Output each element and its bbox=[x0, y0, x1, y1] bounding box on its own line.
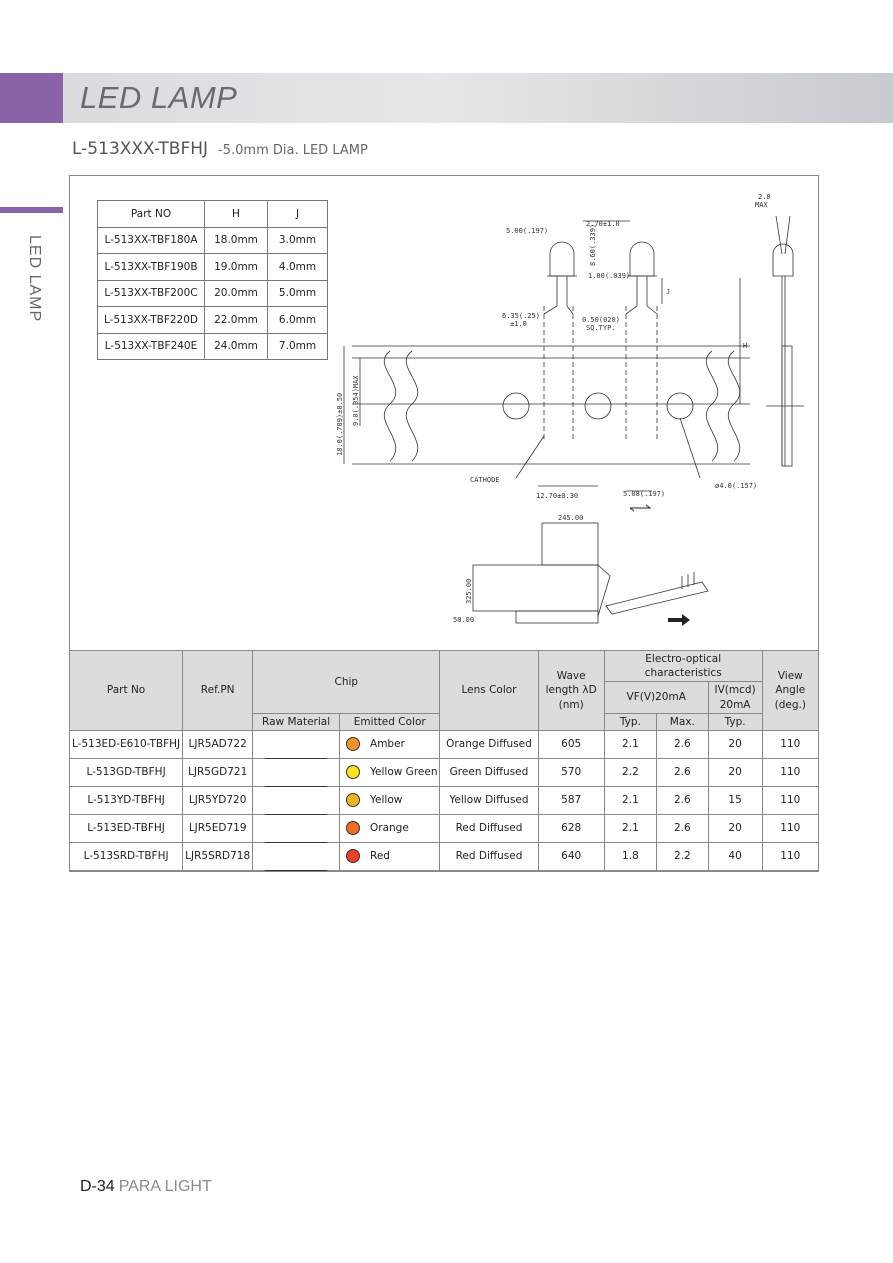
cell-part-no: L-513SRD-TBFHJ bbox=[70, 842, 183, 870]
lead-bend bbox=[626, 306, 637, 314]
subtitle-desc: -5.0mm Dia. LED LAMP bbox=[218, 143, 368, 158]
cell-vf-typ: 2.1 bbox=[604, 814, 656, 842]
tape-strip bbox=[606, 582, 708, 614]
dim-cell: 6.0mm bbox=[268, 307, 328, 334]
dim-label-j: J bbox=[666, 288, 671, 296]
cell-iv-typ: 20 bbox=[708, 730, 762, 758]
dim-label-max: MAX bbox=[755, 201, 768, 209]
dim-label-hole-dia: ø4.0(.157) bbox=[715, 482, 758, 490]
cell-lens-color: Red Diffused bbox=[440, 842, 538, 870]
header-wave: Wave length λD (nm) bbox=[538, 651, 604, 731]
cell-raw-material bbox=[253, 730, 340, 758]
dim-cell: L-513XX-TBF220D bbox=[98, 307, 205, 334]
table-row bbox=[98, 333, 328, 360]
dim-label-offset-tol: ±1.0 bbox=[510, 320, 527, 328]
header-part-no: Part No bbox=[70, 651, 183, 731]
emitted-color-label: Orange bbox=[370, 822, 409, 835]
header-emitted-color: Emitted Color bbox=[340, 713, 440, 730]
dim-label-h: H bbox=[743, 342, 748, 350]
cell-iv-typ: 20 bbox=[708, 814, 762, 842]
dim-cell: 5.0mm bbox=[268, 280, 328, 307]
cell-part-no: L-513GD-TBFHJ bbox=[70, 758, 183, 786]
header-ref-pn: Ref.PN bbox=[183, 651, 253, 731]
lead-bend bbox=[567, 306, 573, 314]
label-cathode: CATHODE bbox=[470, 476, 500, 484]
header-typ-1: Typ. bbox=[604, 713, 656, 730]
dimension-table bbox=[97, 200, 328, 360]
emitted-color-label: Yellow bbox=[370, 794, 403, 807]
cell-lens-color: Green Diffused bbox=[440, 758, 538, 786]
cell-ref-pn: LJR5ED719 bbox=[183, 814, 253, 842]
header-lens-color: Lens Color bbox=[440, 651, 538, 731]
color-dot-icon bbox=[346, 737, 360, 751]
carton-base bbox=[516, 611, 598, 623]
cell-vf-max: 2.6 bbox=[656, 730, 708, 758]
emitted-color-label: Yellow Green bbox=[370, 766, 438, 779]
table-row bbox=[98, 227, 328, 254]
table-row bbox=[70, 814, 819, 842]
cell-iv-typ: 40 bbox=[708, 842, 762, 870]
table-row bbox=[70, 758, 819, 786]
cell-ref-pn: LJR5SRD718 bbox=[183, 842, 253, 870]
cell-wavelength: 605 bbox=[538, 730, 604, 758]
dim-label-flange: 1.00(.039) bbox=[588, 272, 631, 280]
cell-emitted-color bbox=[340, 730, 440, 758]
cell-raw-material bbox=[253, 758, 340, 786]
hole-leader bbox=[680, 418, 700, 478]
table-row bbox=[70, 842, 819, 870]
dim-header-j: J bbox=[268, 201, 328, 228]
header-accent bbox=[0, 73, 63, 123]
technical-drawing bbox=[330, 186, 810, 636]
dim-label-box-h: 325.00 bbox=[465, 578, 473, 604]
dim-label-hole-offset: 5.08(.197) bbox=[623, 490, 666, 498]
dim-label-dia: 5.00(.197) bbox=[506, 227, 549, 235]
carton-body bbox=[473, 565, 598, 611]
dim-cell: 18.0mm bbox=[205, 227, 268, 254]
dim-cell: 24.0mm bbox=[205, 333, 268, 360]
cell-emitted-color bbox=[340, 758, 440, 786]
page-title: LED LAMP bbox=[80, 80, 238, 115]
cell-lens-color: Yellow Diffused bbox=[440, 786, 538, 814]
cell-ref-pn: LJR5AD722 bbox=[183, 730, 253, 758]
cell-wavelength: 628 bbox=[538, 814, 604, 842]
cell-view-angle: 110 bbox=[762, 842, 818, 870]
cell-ref-pn: LJR5YD720 bbox=[183, 786, 253, 814]
side-dim-line bbox=[785, 216, 790, 254]
header-iv: IV(mcd) 20mA bbox=[708, 682, 762, 713]
dim-cell: L-513XX-TBF190B bbox=[98, 254, 205, 281]
cell-part-no: L-513ED-E610-TBFHJ bbox=[70, 730, 183, 758]
cell-raw-material bbox=[253, 814, 340, 842]
cell-wavelength: 587 bbox=[538, 786, 604, 814]
dim-label-pitch-top: 2.70±1.0 bbox=[586, 220, 620, 228]
cell-wavelength: 640 bbox=[538, 842, 604, 870]
color-dot-icon bbox=[346, 849, 360, 863]
sprocket-hole bbox=[585, 393, 611, 419]
color-dot-icon bbox=[346, 821, 360, 835]
dim-label-tape-w2: 9.0(.354)MAX bbox=[352, 375, 360, 426]
cell-vf-typ: 1.8 bbox=[604, 842, 656, 870]
cell-emitted-color bbox=[340, 814, 440, 842]
dim-cell: 20.0mm bbox=[205, 280, 268, 307]
lead-bend bbox=[647, 306, 657, 314]
header-vf: VF(V)20mA bbox=[604, 682, 708, 713]
feed-arrow-icon bbox=[668, 614, 690, 626]
emitted-color-label: Red bbox=[370, 850, 390, 863]
header-raw-material: Raw Material bbox=[253, 713, 340, 730]
dim-label-offset: 6.35(.25) bbox=[502, 312, 540, 320]
side-dim-line bbox=[776, 216, 782, 254]
dim-header-h: H bbox=[205, 201, 268, 228]
cell-view-angle: 110 bbox=[762, 814, 818, 842]
dim-label-lead-sq2: SQ.TYP. bbox=[586, 324, 616, 332]
dim-label-lead-sq: 0.50(020) bbox=[582, 316, 620, 324]
led-body bbox=[550, 242, 574, 276]
side-label: LED LAMP bbox=[26, 235, 43, 323]
dim-label-lead-width: 2.0 bbox=[758, 193, 771, 201]
spec-table bbox=[69, 650, 819, 871]
cell-vf-max: 2.6 bbox=[656, 814, 708, 842]
table-row bbox=[98, 254, 328, 281]
cell-ref-pn: LJR5GD721 bbox=[183, 758, 253, 786]
table-row bbox=[98, 307, 328, 334]
break-right-2 bbox=[728, 351, 740, 461]
dim-label-box-w: 245.00 bbox=[558, 514, 584, 522]
cell-emitted-color bbox=[340, 786, 440, 814]
dim-label-box-d: 50.00 bbox=[453, 616, 475, 624]
table-row bbox=[70, 786, 819, 814]
cell-raw-material bbox=[253, 842, 340, 870]
color-dot-icon bbox=[346, 765, 360, 779]
table-row bbox=[98, 280, 328, 307]
sprocket-hole bbox=[667, 393, 693, 419]
cell-vf-max: 2.6 bbox=[656, 758, 708, 786]
dim-cell: 4.0mm bbox=[268, 254, 328, 281]
subtitle-part: L-513XXX-TBFHJ bbox=[72, 139, 209, 159]
cell-lens-color: Orange Diffused bbox=[440, 730, 538, 758]
subtitle bbox=[72, 139, 368, 159]
dim-header-part: Part NO bbox=[98, 201, 205, 228]
spec-header-row-1 bbox=[70, 651, 819, 682]
footer bbox=[80, 1178, 212, 1196]
color-dot-icon bbox=[346, 793, 360, 807]
cell-part-no: L-513ED-TBFHJ bbox=[70, 814, 183, 842]
cell-vf-typ: 2.1 bbox=[604, 730, 656, 758]
dim-cell: 7.0mm bbox=[268, 333, 328, 360]
cell-vf-typ: 2.2 bbox=[604, 758, 656, 786]
dim-label-height: 8.60(.339) bbox=[589, 223, 597, 266]
cell-vf-max: 2.2 bbox=[656, 842, 708, 870]
cell-iv-typ: 15 bbox=[708, 786, 762, 814]
brand-name: PARA LIGHT bbox=[118, 1178, 212, 1195]
led-body bbox=[630, 242, 654, 276]
cell-wavelength: 570 bbox=[538, 758, 604, 786]
lead-bend bbox=[544, 306, 557, 314]
cell-view-angle: 110 bbox=[762, 758, 818, 786]
break-right bbox=[706, 351, 718, 461]
raw-material-underline bbox=[265, 870, 327, 871]
carton-top bbox=[542, 523, 598, 565]
header-max: Max. bbox=[656, 713, 708, 730]
cell-lens-color: Red Diffused bbox=[440, 814, 538, 842]
cell-view-angle: 110 bbox=[762, 786, 818, 814]
dim-cell: L-513XX-TBF200C bbox=[98, 280, 205, 307]
dim-cell: 3.0mm bbox=[268, 227, 328, 254]
dim-label-tape-w: 18.0(.709)±0.50 bbox=[336, 392, 344, 456]
break-left bbox=[384, 351, 396, 461]
cell-iv-typ: 20 bbox=[708, 758, 762, 786]
header-eo: Electro-optical characteristics bbox=[604, 651, 762, 682]
led-side-view bbox=[773, 244, 793, 276]
dim-cell: 19.0mm bbox=[205, 254, 268, 281]
dim-cell: L-513XX-TBF240E bbox=[98, 333, 205, 360]
header-view: View Angle (deg.) bbox=[762, 651, 818, 731]
cell-emitted-color bbox=[340, 842, 440, 870]
dimension-table-header bbox=[98, 201, 328, 228]
arrow-icon bbox=[630, 505, 650, 511]
break-left-2 bbox=[406, 351, 418, 461]
dim-cell: 22.0mm bbox=[205, 307, 268, 334]
cell-part-no: L-513YD-TBFHJ bbox=[70, 786, 183, 814]
cell-vf-typ: 2.1 bbox=[604, 786, 656, 814]
emitted-color-label: Amber bbox=[370, 738, 405, 751]
header-typ-2: Typ. bbox=[708, 713, 762, 730]
table-row bbox=[70, 730, 819, 758]
dim-label-pitch-bottom: 12.70±0.30 bbox=[536, 492, 579, 500]
cell-raw-material bbox=[253, 786, 340, 814]
header-chip: Chip bbox=[253, 651, 440, 714]
side-accent bbox=[0, 207, 63, 213]
dim-cell: L-513XX-TBF180A bbox=[98, 227, 205, 254]
page-number: D-34 bbox=[80, 1178, 115, 1195]
cell-view-angle: 110 bbox=[762, 730, 818, 758]
spec-table-body bbox=[70, 730, 819, 870]
sprocket-hole bbox=[503, 393, 529, 419]
cathode-leader bbox=[516, 436, 544, 478]
cell-vf-max: 2.6 bbox=[656, 786, 708, 814]
